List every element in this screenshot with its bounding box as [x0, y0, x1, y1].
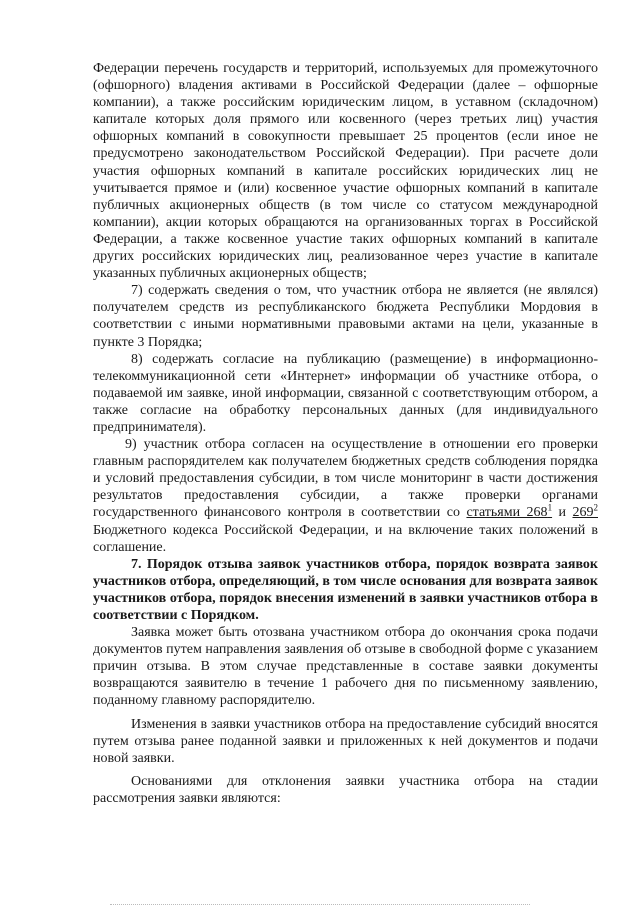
document-page [93, 60, 598, 807]
article-269-label: 269 [572, 505, 594, 521]
item-9-conjunction: и [552, 505, 573, 521]
paragraph-item-7: 7) содержать сведения о том, что участник отбора не является (не являлся) получателем средств из республиканского бюджета Республики Мордовия в соответствии с иными нормативными правовыми актами на цели, указанные в пункте 3 Порядка; [93, 283, 598, 350]
article-269-superscript: 2 [593, 502, 598, 513]
paragraph-rejection-grounds: Основаниями для отклонения заявки участника отбора на стадии рассмотрения заявки являются: [93, 773, 598, 806]
article-268-label: статьями 268 [466, 505, 548, 521]
paragraph-item-9 [93, 436, 598, 556]
article-268-superscript: 1 [547, 502, 553, 513]
item-9-text-end: Бюджетного кодекса Российской Федерации, и на включение таких положений в соглашение. [93, 522, 598, 555]
item-9-text-start: 9) участник отбора согласен на осуществление в отношении его проверки главным распорядителем как получателем бюджетных средств соблюдения порядка и условий предоставления субсидии, в том числе мониторинг в части достижения результатов предоставления субсидии, а также проверки органами государственного финансового контроля в соответствии со [93, 437, 598, 521]
budget-code-article-268-link[interactable] [466, 502, 553, 521]
paragraph-changes: Изменения в заявки участников отбора на предоставление субсидий вносятся путем отзыва ранее поданной заявки и приложенных к ней документов и подачи новой заявки. [93, 716, 598, 766]
paragraph-item-8: 8) содержать согласие на публикацию (размещение) в информационно-телекоммуникационной сети «Интернет» информации об участнике отбора, о подаваемой им заявке, иной информации, связанной с соответствующим отбором, а также согласие на обработку персональных данных (для индивидуального предпринимателя). [93, 351, 598, 435]
section-7-heading: 7. Порядок отзыва заявок участников отбора, порядок возврата заявок участников отбора, определяющий, в том числе основания для возврата заявок участников отбора, порядок внесения изменений в заявки участников отбора в соответствии с Порядком. [93, 556, 598, 623]
paragraph-withdrawal: Заявка может быть отозвана участником отбора до окончания срока подачи документов путем направления заявления об отзыве в свободной форме с указанием причин отзыва. В этом случае представленные в составе заявки документы возвращаются заявителю в течение 1 рабочего дня по письменному заявлению, поданному главному распорядителю. [93, 625, 598, 709]
paragraph-offshore: Федерации перечень государств и территорий, используемых для промежуточного (офшорного) владения активами в Российской Федерации (далее – офшорные компании), а также российским юридическим лицом, в уставном (складочном) капитале которых доля прямого или косвенного (через третьих лиц) участия офшорных компаний в совокупности превышает 25 процентов (если иное не предусмотрено законодательством Российской Федерации). При расчете доли участия офшорных компаний в капитале российских юридических лиц не учитывается прямое и (или) косвенное участие офшорных компаний в капитале публичных акционерных обществ (в том числе со статусом международной компании), акции которых обращаются на организованных торгах в Российской Федерации, а также косвенное участие таких офшорных компаний в капитале других российских юридических лиц, реализованное через участие в капитале указанных публичных акционерных обществ; [93, 61, 598, 282]
budget-code-article-269-link[interactable] [572, 502, 599, 521]
